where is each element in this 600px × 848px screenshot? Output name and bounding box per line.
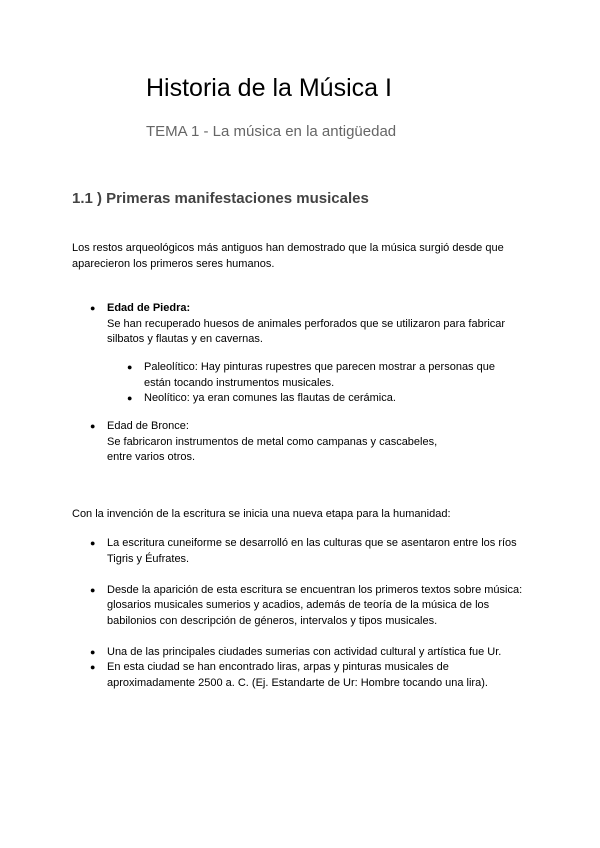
paleolithic-text: están tocando instrumentos musicales. <box>144 376 335 389</box>
stone-age-text: Se han recuperado huesos de animales perforados que se utilizaron para fabricar <box>107 317 506 330</box>
bronze-age-label: Edad de Bronce: <box>107 420 189 432</box>
section-heading: 1.1 ) Primeras manifestaciones musicales <box>72 190 369 207</box>
stone-age-list <box>90 301 547 348</box>
writing-point-text: La escritura cuneiforme se desarrolló en las culturas que se asentaron entre los ríos <box>107 537 517 549</box>
list-item <box>127 360 524 391</box>
intro-paragraph <box>72 241 532 272</box>
writing-point-text: Una de las principales ciudades sumerias con actividad cultural y artística fue Ur. <box>107 645 502 658</box>
bullet-icon: ● <box>90 538 96 548</box>
stone-age-label: Edad de Piedra: <box>107 302 191 314</box>
stone-age-sublist <box>127 360 524 407</box>
list-item <box>90 660 547 691</box>
writing-point-text: glosarios musicales sumerios y acadios, además de teoría de la música de los <box>107 599 490 611</box>
list-item <box>90 301 547 348</box>
document-subtitle: TEMA 1 - La música en la antigüedad <box>146 123 397 140</box>
bronze-age-text: entre varios otros. <box>107 451 196 463</box>
document-title: Historia de la Música I <box>146 74 392 102</box>
bullet-icon: ● <box>90 584 96 595</box>
writing-point-text: babilonios con descripción de géneros, intervalos y tipos musicales. <box>107 614 438 627</box>
list-item <box>127 391 524 407</box>
writing-list <box>90 536 547 691</box>
intro-line: Los restos arqueológicos más antiguos han demostrado que la música surgió desde que <box>72 242 504 254</box>
bullet-icon: ● <box>90 421 96 431</box>
intro-line: aparecieron los primeros seres humanos. <box>72 257 275 270</box>
bullet-icon: ● <box>90 646 96 657</box>
list-item <box>90 536 547 567</box>
list-item <box>90 583 547 630</box>
writing-point-text: Desde la aparición de esta escritura se encuentran los primeros textos sobre música: <box>107 583 523 596</box>
bullet-icon: ● <box>127 362 133 372</box>
writing-point-text: En esta ciudad se han encontrado liras, arpas y pinturas musicales de <box>107 661 449 673</box>
bullet-icon: ● <box>90 303 96 313</box>
list-item <box>90 419 547 466</box>
bronze-age-list <box>90 419 547 466</box>
writing-intro: Con la invención de la escritura se inicia una nueva etapa para la humanidad: <box>72 508 451 520</box>
bronze-age-text: Se fabricaron instrumentos de metal como campanas y cascabeles, <box>107 435 438 448</box>
bullet-icon: ● <box>127 393 133 403</box>
stone-age-text: silbatos y flautas y en cavernas. <box>107 333 263 345</box>
writing-point-text: Tigris y Éufrates. <box>107 552 190 565</box>
bullet-icon: ● <box>90 662 96 672</box>
paleolithic-text: Paleolítico: Hay pinturas rupestres que parecen mostrar a personas que <box>144 361 495 373</box>
list-item <box>90 645 547 661</box>
neolithic-text: Neolítico: ya eran comunes las flautas de cerámica. <box>144 392 396 404</box>
writing-point-text: aproximadamente 2500 a. C. (Ej. Estandarte de Ur: Hombre tocando una lira). <box>107 676 488 689</box>
